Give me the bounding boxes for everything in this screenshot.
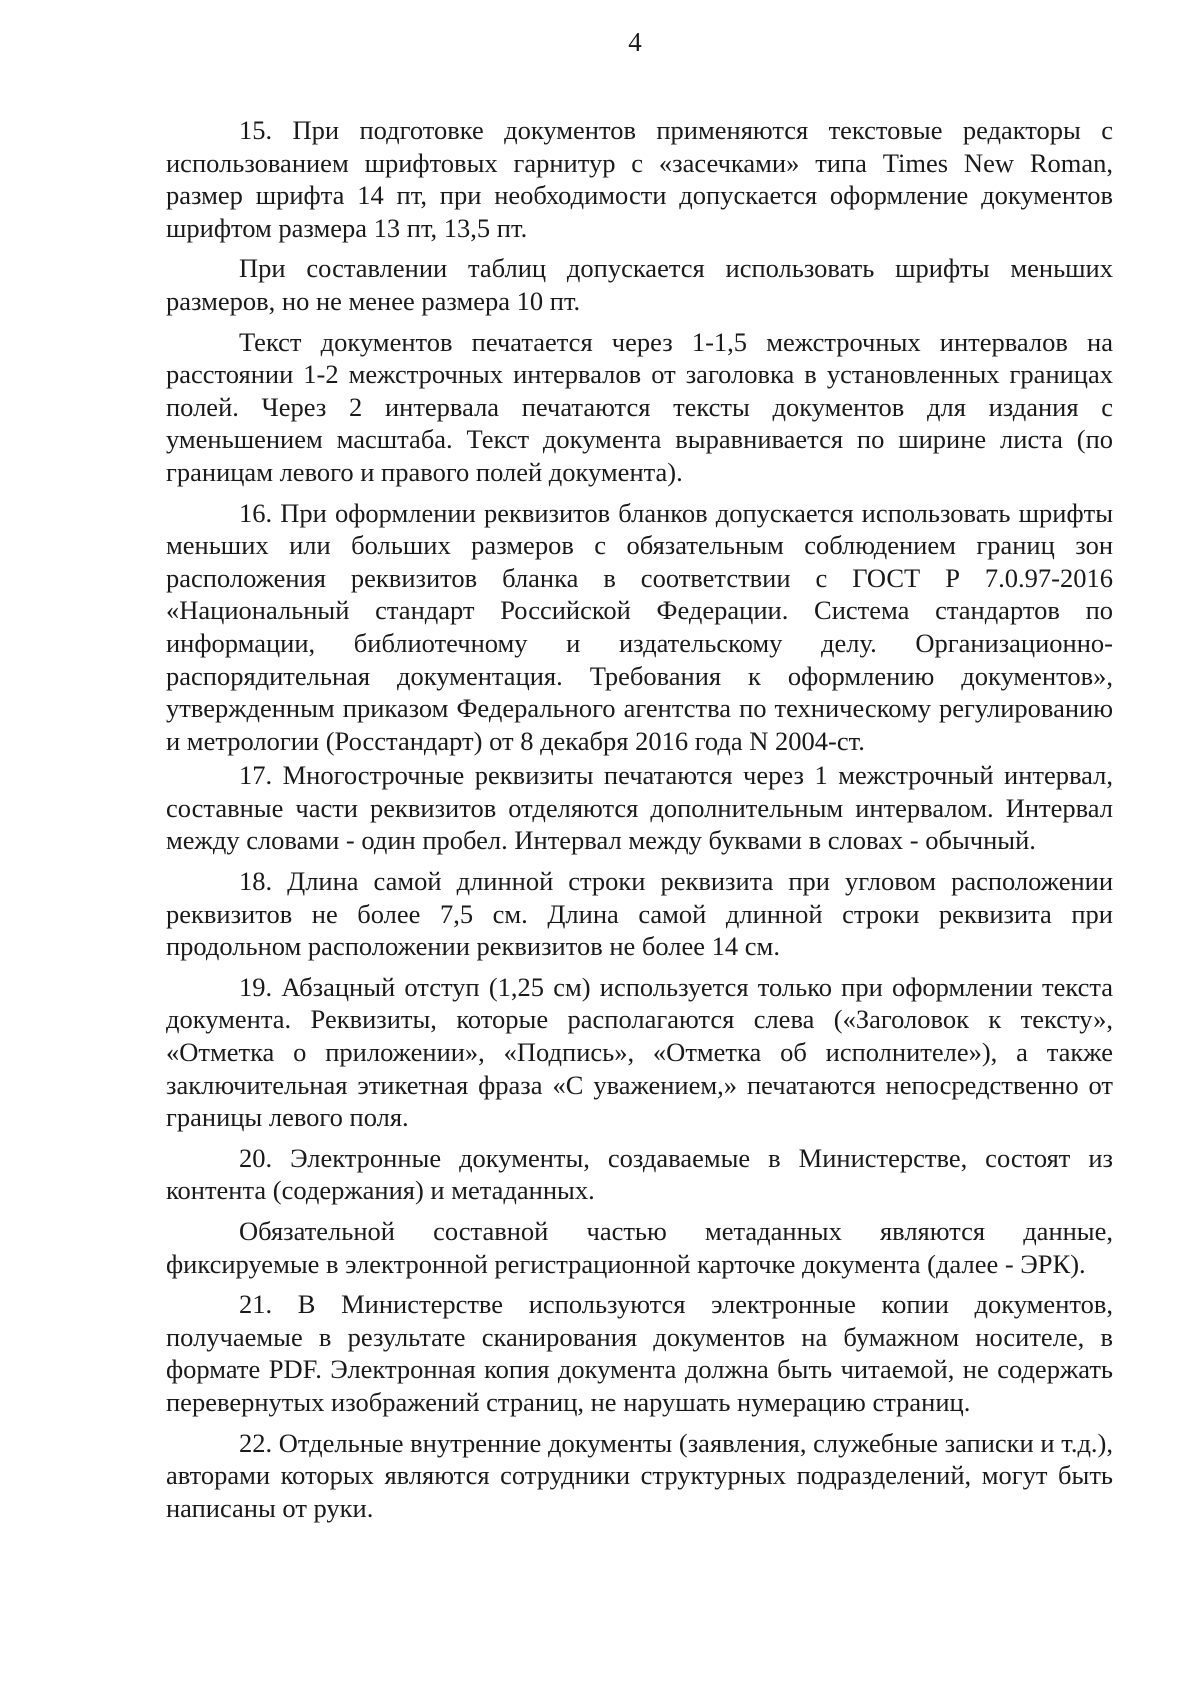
document-body <box>166 114 1113 1532</box>
page-number: 4 <box>628 27 642 57</box>
paragraph-19: 19. Абзацный отступ (1,25 см) используется только при оформлении текста документа. Реквизиты, которые располагаются слева («Заголовок к тексту», «Отметка о приложении», «Подпись», «Отметка об исполнителе»), а также заключительная этикетная фраза «С уважением,» печатаются непосредственно от границы левого поля. <box>166 971 1113 1133</box>
paragraph-18: 18. Длина самой длинной строки реквизита при угловом расположении реквизитов не более 7,5 см. Длина самой длинной строки реквизита при продольном расположении реквизитов не более 14 см. <box>166 866 1113 962</box>
paragraph-15-tables: При составлении таблиц допускается использовать шрифты меньших размеров, но не менее размера 10 пт. <box>166 253 1113 316</box>
paragraph-21: 21. В Министерстве используются электронные копии документов, получаемые в результате сканирования документов на бумажном носителе, в формате PDF. Электронная копия документа должна быть читаемой, не содержать перевернутых изображений страниц, не нарушать нумерацию страниц. <box>166 1289 1113 1417</box>
paragraph-17: 17. Многострочные реквизиты печатаются через 1 межстрочный интервал, составные части реквизитов отделяются дополнительным интервалом. Интервал между словами - один пробел. Интервал между буквами в словах - обычный. <box>166 760 1113 856</box>
paragraph-15: 15. При подготовке документов применяются текстовые редакторы с использованием шрифтовых гарнитур с «засечками» типа Times New Roman, размер шрифта 14 пт, при необходимости допускается оформление документов шрифтом размера 13 пт, 13,5 пт. <box>166 115 1113 243</box>
paragraph-22: 22. Отдельные внутренние документы (заявления, служебные записки и т.д.), авторами которых являются сотрудники структурных подразделений, могут быть написаны от руки. <box>166 1427 1113 1523</box>
paragraph-20-metadata: Обязательной составной частью метаданных являются данные, фиксируемые в электронной регистрационной карточке документа (далее - ЭРК). <box>166 1216 1113 1279</box>
paragraph-15-text-spacing: Текст документов печатается через 1-1,5 межстрочных интервалов на расстоянии 1-2 межстрочных интервалов от заголовка в установленных границах полей. Через 2 интервала печатаются тексты документов для издания с уменьшением масштаба. Текст документа выравнивается по ширине листа (по границам левого и правого полей документа). <box>166 326 1113 487</box>
paragraph-20: 20. Электронные документы, создаваемые в Министерстве, состоят из контента (содержания) и метаданных. <box>166 1142 1113 1206</box>
paragraph-16: 16. При оформлении реквизитов бланков допускается использовать шрифты меньших или больших размеров с обязательным соблюдением границ зон расположения реквизитов бланка в соответствии с ГОСТ Р 7.0.97-2016 «Национальный стандарт Российской Федерации. Система стандартов по информации, библиотечному и издательскому делу. Организационно-распорядительная документация. Требования к оформлению документов», утвержденным приказом Федерального агентства по техническому регулированию и метрологии (Росстандарт) от 8 декабря 2016 года N 2004-ст. <box>166 497 1113 756</box>
